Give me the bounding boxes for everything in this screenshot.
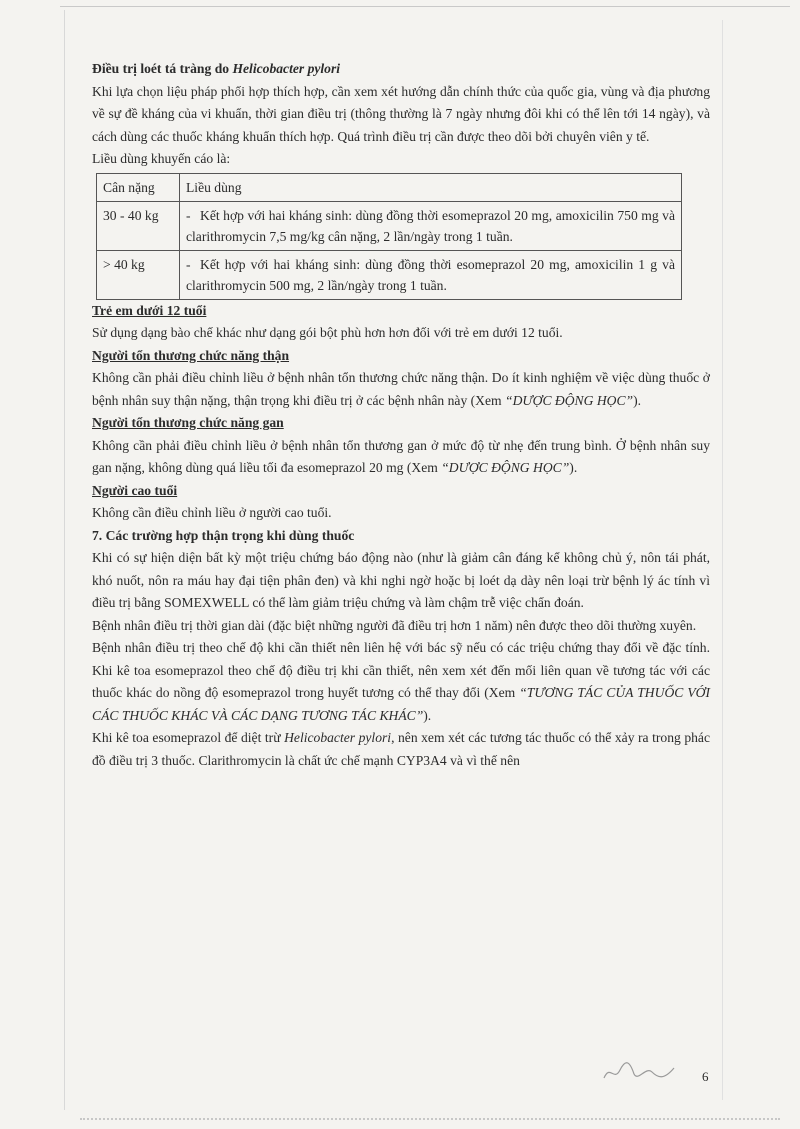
hepatic-text: Không cần phải điều chỉnh liều ở bệnh nhân tổn thương gan ở mức độ từ nhẹ đến trung bình. Ở bệnh nhân suy gan nặng, không dùng quá liều tối đa esomeprazol 20 mg (Xem (92, 437, 710, 475)
cell-weight: 30 - 40 kg (97, 201, 180, 250)
scan-border-left (64, 10, 65, 1110)
scan-border-top (60, 6, 790, 7)
paragraph-children: Sử dụng dạng bào chế khác như dạng gói bột phù hơn hơn đối với trẻ em dưới 12 tuổi. (92, 325, 563, 340)
renal-reference: “DƯỢC ĐỘNG HỌC” (505, 392, 634, 408)
subheading-children: Trẻ em dưới 12 tuổi (92, 302, 207, 318)
header-weight: Cân nặng (97, 173, 180, 201)
scan-border-bottom (80, 1118, 780, 1120)
document-body (92, 58, 710, 772)
renal-text: Không cần phải điều chỉnh liều ở bệnh nhân tổn thương chức năng thận. Do ít kinh nghiệm về việc dùng thuốc ở bệnh nhân suy thận nặng, thận trọng khi điều trị ở các bệnh nhân này (Xem (92, 370, 710, 408)
paragraph-precautions-1: Khi có sự hiện diện bất kỳ một triệu chứng báo động nào (như là giảm cân đáng kể không chủ ý, nôn tái phát, khó nuốt, nôn ra máu hay đại tiện phân đen) và khi nghi ngờ hoặc bị loét dạ dày nên loại trừ bệnh lý ác tính vì điều trị bằng SOMEXWELL có thể làm giảm triệu chứng và làm chậm trễ việc chẩn đoán. (92, 550, 710, 610)
cell-weight: > 40 kg (97, 250, 180, 299)
paragraph-precautions-2: Bệnh nhân điều trị thời gian dài (đặc biệt những người đã điều trị hơn 1 năm) nên được theo dõi thường xuyên. (92, 617, 697, 633)
cell-dose (180, 250, 682, 299)
heading-text: Điều trị loét tá tràng do (92, 61, 233, 76)
list-dash: - (186, 207, 191, 223)
subheading-elderly: Người cao tuổi (92, 482, 178, 498)
dosage-intro: Liều dùng khuyến cáo là: (92, 151, 231, 166)
precautions-3-reference: “TƯƠNG TÁC CỦA THUỐC VỚI CÁC THUỐC KHÁC VÀ CÁC DẠNG TƯƠNG TÁC KHÁC” (92, 685, 710, 723)
paragraph-precautions-4 (92, 727, 710, 772)
scan-border-right (722, 20, 723, 1100)
cell-dose (180, 201, 682, 250)
dosage-table (96, 173, 682, 300)
section-heading-precautions: 7. Các trường hợp thận trọng khi dùng thuốc (92, 527, 355, 543)
precautions-4-text-end: , nên xem xét các tương tác thuốc có thể xảy ra trong phác đồ điều trị 3 thuốc. Clarithromycin là chất ức chế mạnh CYP3A4 và vì thế nên (92, 730, 710, 768)
dose-text: Kết hợp với hai kháng sinh: dùng đồng thời esomeprazol 20 mg, amoxicilin 1 g và clarithromycin 500 mg, 2 lần/ngày trong 1 tuần. (186, 256, 675, 293)
dose-text: Kết hợp với hai kháng sinh: dùng đồng thời esomeprazol 20 mg, amoxicilin 750 mg và clarithromycin 7,5 mg/kg cân nặng, 2 lần/ngày trong 1 tuần. (186, 207, 675, 244)
heading-italic-text: Helicobacter pylori (232, 61, 341, 76)
subheading-hepatic: Người tổn thương chức năng gan (92, 415, 284, 430)
paragraph-precautions-3 (92, 637, 710, 727)
table-header-row (97, 173, 682, 201)
hepatic-reference: “DƯỢC ĐỘNG HỌC” (441, 460, 570, 475)
paragraph-elderly: Không cần điều chỉnh liều ở người cao tuổi. (92, 505, 332, 520)
header-dose: Liều dùng (180, 173, 682, 201)
list-dash: - (186, 256, 191, 272)
table-row (97, 201, 682, 250)
precautions-3-text-end: ). (423, 707, 432, 723)
paragraph-renal (92, 367, 710, 412)
paragraph-combination-therapy: Khi lựa chọn liệu pháp phối hợp thích hợp, cần xem xét hướng dẫn chính thức của quốc gia, vùng và địa phương về sự đề kháng của vi khuẩn, thời gian điều trị (thông thường là 7 ngày nhưng đôi khi có thể lên tới 14 ngày), và cách dùng các thuốc kháng khuẩn thích hợp. Quá trình điều trị cần được theo dõi bởi chuyên viên y tế. (92, 83, 710, 144)
precautions-3-text: Bệnh nhân điều trị theo chế độ khi cần thiết nên liên hệ với bác sỹ nếu có các triệu chứng thay đổi về đặc tính. Khi kê toa esomeprazol theo chế độ điều trị khi cần thiết, nên xem xét đến mối liên quan về tương tác với các thuốc khác do nồng độ esomeprazol trong huyết tương có thể thay đổi (Xem (92, 640, 710, 700)
handwritten-initials (600, 1056, 680, 1086)
subheading-renal: Người tổn thương chức năng thận (92, 347, 290, 363)
paragraph-hepatic (92, 435, 710, 480)
table-row (97, 250, 682, 299)
precautions-4-text: Khi kê toa esomeprazol để diệt trừ (92, 730, 285, 745)
renal-text-end: ). (633, 392, 642, 408)
section-heading-h-pylori (92, 58, 710, 81)
page-number: 6 (702, 1069, 709, 1084)
precautions-4-italic: Helicobacter pylori (284, 730, 392, 745)
hepatic-text-end: ). (569, 460, 578, 475)
